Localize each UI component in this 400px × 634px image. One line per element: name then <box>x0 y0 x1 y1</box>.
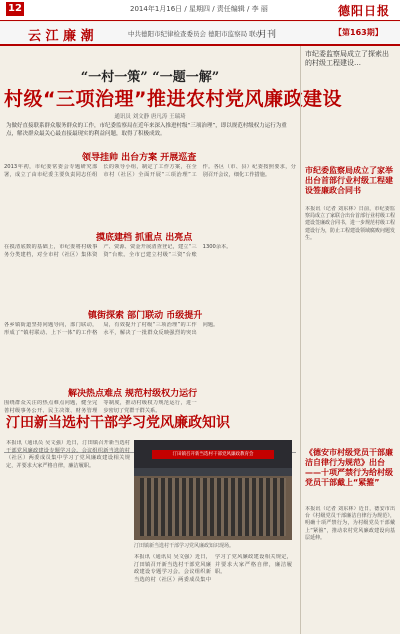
section-body: 在摸清底数的基础上，市纪委将村级事务分类建档，对全市村（社区）集体资产、资源、资金开展清查登记，建立“三资”台账。全市已建立村级“三资”台账1300余本。 <box>4 244 232 258</box>
column-subtitle: 中共德阳市纪律检查委员会 德阳市监察局 联办 <box>128 30 263 38</box>
paper-name: 德阳日报 <box>337 4 390 18</box>
audience-area <box>140 478 286 536</box>
date-line: 2014年1月16日 / 星期四 / 责任编辑 / 李 丽 <box>130 5 268 13</box>
issue-number: 【第163期】 <box>334 28 383 37</box>
sidebar-story2-headline: 《德安市村级党员干部廉洁自律行为规范》出台——十项严禁行为给村级党员干部戴上“紧箍” <box>305 448 393 487</box>
section-body: 2013年初，市纪委常委会专题研究部署，成立了由市纪委主要负责同志任组长的领导小组，制定了工作方案，在全市村（社区）全面开展“三项治理”工作。各区（市、县）纪委按照要求，分别召开会议，细化工作措施。 <box>4 164 296 178</box>
photo-caption: 汀田镇新当选村干部学习党风廉政知识现场。 <box>134 543 235 549</box>
section-heading: 摸底建档 抓重点 出亮点 <box>96 233 193 243</box>
sidebar-story1-headline: 市纪委监察局成立了家举出台首部行业村级工程建设签廉政合同书 <box>305 166 393 195</box>
story-lead: 为做好直接联系群众服务群众的工作，市纪委监察局在近年来深入推进村级“三项治理”，即以规范村级权力运行为重点，解决群众最关心最直接最现实的利益问题，取得了积极成效。 <box>6 123 287 137</box>
story-headline: 村级“三项治理”推进农村党风廉政建设 <box>4 88 342 110</box>
second-story-body-continued: 本报讯（通讯员 吴文强）近日，汀田镇召开新当选村干部党风廉政建设专题学习会。会议组织新当选的村（社区）两委成员集中学习了党风廉政建设相关规定，并要求大家严格自律，廉洁履职。 <box>134 554 292 583</box>
meeting-photo <box>134 440 292 540</box>
sidebar <box>300 46 397 634</box>
second-story-headline: 汀田新当选村干部学习党风廉政知识 <box>6 415 230 431</box>
second-story-body: 本报讯（通讯员 吴文强）近日，汀田镇召开新当选村干部党风廉政建设专题学习会。会议组织新当选的村（社区）两委成员集中学习了党风廉政建设相关规定，并要求大家严格自律，廉洁履职。 <box>6 440 130 469</box>
sidebar-story1-body: 本报讯（记者 刘东林）日前，市纪委监察局成立了家联合出台首部行业村级工程建设签廉政合同书，进一步规范村级工程建设行为，防止工程建设领域腐败问题发生。 <box>305 206 395 241</box>
sidebar-story2-body: 本报讯（记者 刘东林）近日，德安市出台《村级党员干部廉洁自律行为规范》，明确十项严禁行为，为村级党员干部戴上“紧箍”，推动农村党风廉政建设向基层延伸。 <box>305 506 395 541</box>
section-heading: 镇街探索 部门联动 币级提升 <box>88 311 203 321</box>
page-number: 12 <box>6 2 24 16</box>
section-heading: 解决热点难点 规范村级权力运行 <box>68 389 198 399</box>
photo-banner: 汀田镇召开新当选村干部党风廉政教育会 <box>152 450 274 459</box>
page-top-bar <box>0 0 400 21</box>
column-name: 云 江 廉 潮 <box>28 29 94 44</box>
section-heading: 领导挂帅 出台方案 开展巡查 <box>82 153 197 163</box>
sidebar-intro: 市纪委监察局成立了探索出的村级工程建设… <box>305 50 389 67</box>
column-header <box>0 22 400 46</box>
monthly-label: 月刊 <box>258 30 277 40</box>
section-body: 围绕群众关注的热点难点问题，健全完善村级事务公开、民主决策、财务管理等制度，推动村级权力规范运行，进一步密切了党群干群关系。 <box>4 400 197 414</box>
section-body: 各乡镇街道坚持问题导向，部门联动，形成了“镇村联动、上下一体”的工作格局，有效提升了村级“三项治理”的工作水平，解决了一批群众反映强烈的突出问题。 <box>4 322 219 336</box>
story-kicker: “一村一策” “一题一解” <box>80 70 220 85</box>
story-byline: 通讯员 刘文静 唐凡涛 王瑞琦 <box>114 114 186 120</box>
